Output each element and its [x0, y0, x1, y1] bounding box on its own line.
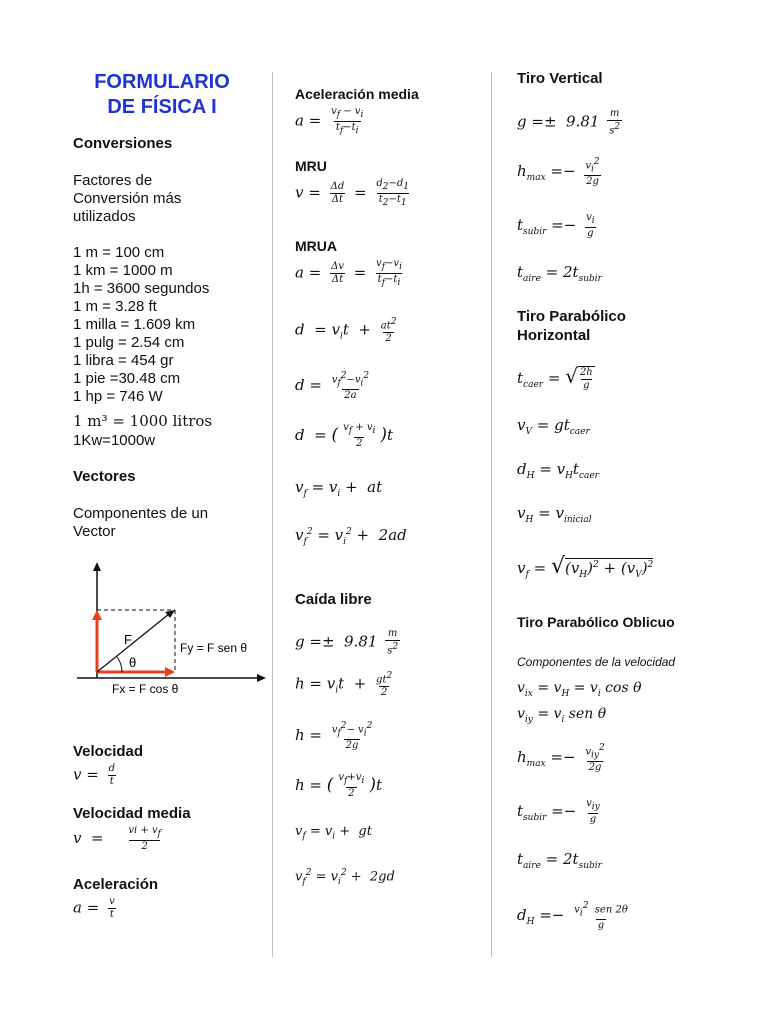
componentes-text-line: Componentes de un — [73, 505, 209, 522]
f-label: F — [124, 632, 132, 647]
free-fall-velocity-squared-formula: $v_f^2 = v_i^2 + 2gd$ — [295, 868, 395, 887]
aceleracion-media-formula: a = $\frac{v_f - v_i}{t_f-t_i}$ — [295, 106, 364, 136]
componentes-velocidad-label: Componentes de la velocidad — [517, 655, 676, 669]
conversion-item: 1h = 3600 segundos — [73, 280, 210, 297]
tpo-viy-formula: $v_{iy} = v_i$ sen θ — [517, 706, 607, 725]
velocidad-media-heading: Velocidad media — [73, 805, 191, 822]
gravity-formula: g =± 9.81 $\frac{m}{s^2}$ — [295, 628, 399, 657]
conversion-item: 1 m = 3.28 ft — [73, 298, 157, 315]
tph-vv-formula: $v_V = gt_{caer}$ — [517, 416, 590, 437]
heading-line: Tiro Parabólico — [517, 308, 626, 325]
conversion-list — [73, 244, 209, 406]
mru-heading: MRU — [295, 158, 327, 174]
free-fall-height-average-formula: h = ( $\frac{v_f+v_i}{2}$ )t — [295, 772, 382, 799]
title-line-2: DE FÍSICA I — [107, 96, 217, 118]
tph-vh-formula: $v_H = v_{inicial}$ — [517, 504, 592, 525]
mrua-final-velocity-formula: $v_f = v_i$ + at — [295, 478, 383, 499]
tiro-oblicuo-heading: Tiro Parabólico Oblicuo — [517, 614, 675, 630]
conversiones-heading: Conversiones — [73, 135, 173, 152]
page-title — [72, 70, 252, 120]
tph-tcaer-formula: $t_{caer}$ = √ $\frac{2h}{g}$ — [517, 364, 593, 391]
factores-text-line: Conversión más — [73, 190, 182, 207]
tiro-vertical-heading: Tiro Vertical — [517, 70, 603, 87]
mrua-distance-formula: $d = v_it$ + $\frac{at^2}{2}$ — [295, 317, 397, 345]
conversion-item: 1 pie =30.48 cm — [73, 370, 181, 387]
componentes-text — [73, 505, 208, 541]
aceleracion-formula: a = $\frac{v}{t}$ — [73, 896, 115, 920]
tpo-vix-formula: $v_{ix} = v_H = v_i$ cos θ — [517, 680, 642, 699]
fx-label: Fx = F cos θ — [112, 682, 179, 696]
conversion-item: 1 pulg = 2.54 cm — [73, 334, 185, 351]
fy-label: Fy = F sen θ — [180, 641, 248, 655]
velocidad-media-formula: v = $\frac{vi + v_f}{2}$ — [73, 825, 161, 852]
column-divider-right — [491, 72, 492, 957]
conversion-item: 1 km = 1000 m — [73, 262, 173, 279]
heading-line: Horizontal — [517, 327, 591, 344]
aceleracion-media-heading: Aceleración media — [295, 86, 419, 102]
factores-text — [73, 172, 181, 226]
free-fall-final-velocity-formula: $v_f = v_i$ + gt — [295, 824, 372, 842]
column-divider-left — [272, 72, 273, 957]
conversion-item: 1 hp = 746 W — [73, 388, 163, 405]
velocidad-heading: Velocidad — [73, 743, 144, 760]
vector-components-diagram — [72, 560, 272, 705]
tv-hmax-formula: $h_{max}$ =− $\frac{v_i^2}{2g}$ — [517, 157, 600, 188]
conversion-item: 1 milla = 1.609 km — [73, 316, 196, 333]
aceleracion-heading: Aceleración — [73, 876, 159, 893]
mru-formula: v = $\frac{\Delta d}{\Delta t}$ = $\frac{d_2-d_1}{t_2-t_1}$ — [295, 178, 409, 208]
theta-label: θ — [129, 655, 137, 670]
mrua-distance-velocity-formula: d = $\frac{v_f^2-v_i^2}{2a}$ — [295, 371, 370, 402]
mrua-heading: MRUA — [295, 238, 337, 254]
free-fall-height-formula: $h = v_it$ + $\frac{gt^2}{2}$ — [295, 671, 393, 699]
factores-text-line: utilizados — [73, 208, 136, 225]
componentes-text-line: Vector — [73, 523, 116, 540]
tpo-hmax-formula: $h_{max}$ =− $\frac{v_{iy}^2}{2g}$ — [517, 743, 605, 774]
title-line-1: FORMULARIO — [94, 71, 230, 93]
vectores-heading: Vectores — [73, 468, 136, 485]
m3-liters-formula: 1 m³ = 1000 litros — [73, 412, 213, 430]
tv-gravity-formula: g =± 9.81 $\frac{m}{s^2}$ — [517, 108, 621, 137]
free-fall-height-velocity-formula: h = $\frac{v_f^2- v_i^2}{2g}$ — [295, 721, 373, 752]
conversion-item: 1 m = 100 cm — [73, 244, 165, 261]
tv-taire-formula: $t_{aire} = 2t_{subir}$ — [517, 263, 602, 284]
tpo-taire-formula: $t_{aire} = 2t_{subir}$ — [517, 850, 602, 871]
tpo-tsubir-formula: $t_{subir}$ =− $\frac{v_{iy}}{g}$ — [517, 798, 600, 825]
tph-dh-formula: $d_H = v_Ht_{caer}$ — [517, 460, 599, 481]
mrua-velocity-squared-formula: $v_f^2 = v_i^2 + 2ad$ — [295, 526, 407, 547]
tiro-parabolico-horizontal-heading — [517, 307, 626, 345]
factores-text-line: Factores de — [73, 172, 153, 189]
caida-libre-heading: Caída libre — [295, 591, 372, 608]
conversion-item: 1 libra = 454 gr — [73, 352, 174, 369]
tph-vf-formula: $v_f = √(v_H)^2 + (v_V)^2$ — [517, 554, 654, 580]
mrua-accel-formula: a = $\frac{\Delta v}{\Delta t}$ = $\frac{v_f-v_i}{t_f-t_i}$ — [295, 258, 402, 288]
velocidad-formula: v = $\frac{d}{t}$ — [73, 763, 115, 787]
tpo-dh-formula: $d_H$ =− $\frac{v_i^2 sen 2\theta}{g}$ — [517, 901, 628, 932]
kw-conversion: 1Kw=1000w — [73, 432, 156, 449]
tv-tsubir-formula: $t_{subir}$ =− $\frac{v_i}{g}$ — [517, 212, 595, 239]
mrua-distance-average-formula: d = ( $\frac{v_f + v_i}{2}$ )t — [295, 422, 394, 449]
